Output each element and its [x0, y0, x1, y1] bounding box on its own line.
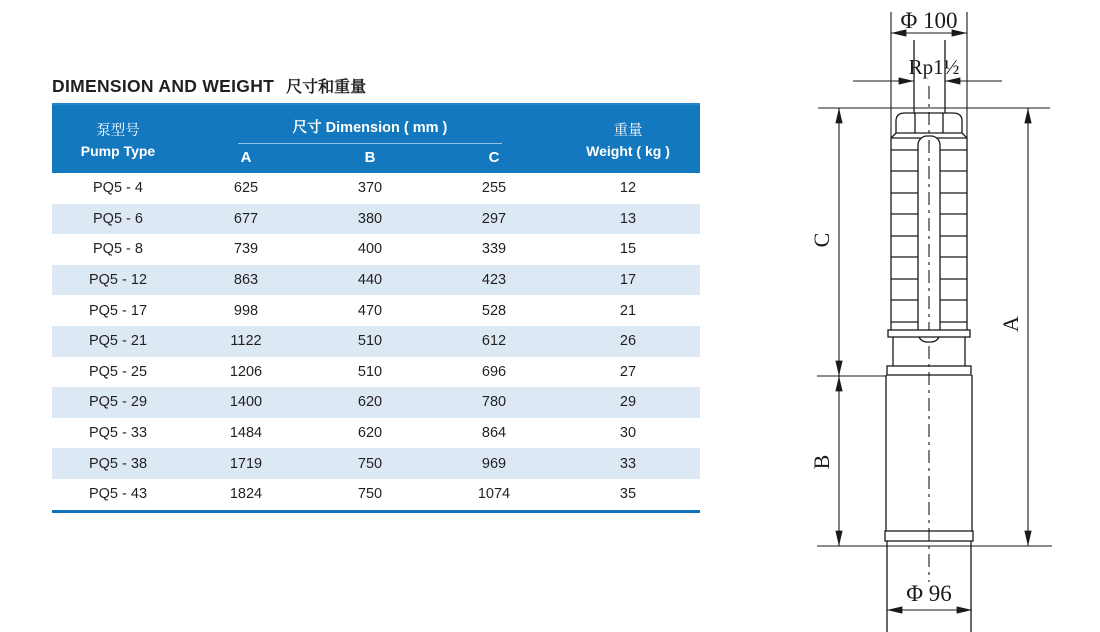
cell-b: 440: [357, 272, 383, 289]
title-zh: 尺寸和重量: [286, 79, 367, 96]
table-row: [52, 326, 700, 357]
cell-b: 470: [357, 302, 383, 319]
table-body: [52, 173, 700, 510]
coupling-collar: [888, 330, 970, 337]
col-a-label: A: [240, 149, 252, 166]
cell-pump-type: PQ5 - 43: [88, 486, 148, 503]
cell-weight: 17: [619, 272, 637, 289]
cell-a: 998: [233, 302, 259, 319]
cell-a: 1824: [229, 486, 263, 503]
cell-a: 1122: [230, 333, 262, 350]
cell-b: 510: [357, 333, 383, 350]
weight-en: Weight ( kg ): [586, 143, 670, 159]
table-row: [52, 234, 700, 265]
page-title: [52, 74, 366, 97]
cell-a: 1206: [229, 363, 263, 380]
cell-pump-type: PQ5 - 6: [93, 210, 143, 227]
pump-type-en: Pump Type: [80, 143, 156, 159]
cell-a: 1400: [229, 394, 263, 411]
cell-pump-type: PQ5 - 8: [93, 241, 143, 258]
label-phi96: Φ 96: [906, 581, 952, 606]
cell-c: 423: [481, 272, 507, 289]
label-thread: Rp1½: [908, 55, 960, 79]
cell-weight: 33: [619, 455, 637, 472]
header-dimension-group: [184, 105, 556, 173]
cell-a: 863: [233, 272, 259, 289]
cell-pump-type: PQ5 - 12: [88, 272, 148, 289]
cell-pump-type: PQ5 - 29: [88, 394, 148, 411]
label-dim-a: A: [998, 316, 1023, 332]
col-b-label: B: [364, 149, 376, 166]
cell-weight: 27: [619, 363, 637, 380]
abc-columns: [184, 149, 556, 166]
cell-b: 620: [357, 425, 383, 442]
table-row: [52, 387, 700, 418]
cell-weight: 15: [619, 241, 637, 258]
cell-c: 780: [481, 394, 507, 411]
cell-b: 400: [357, 241, 383, 258]
dimension-label: 尺寸 Dimension ( mm ): [238, 116, 502, 144]
cell-c: 528: [481, 302, 507, 319]
table-row: [52, 204, 700, 235]
cell-a: 1719: [229, 455, 263, 472]
cell-weight: 12: [619, 180, 637, 197]
cell-c: 297: [481, 210, 507, 227]
cell-weight: 35: [619, 486, 637, 503]
cell-b: 510: [357, 363, 383, 380]
cell-b: 750: [357, 486, 383, 503]
table-row: [52, 265, 700, 296]
table-row: [52, 479, 700, 510]
pump-type-zh: 泵型号: [96, 123, 140, 139]
label-phi100: Φ 100: [900, 8, 958, 33]
cell-weight: 26: [619, 333, 637, 350]
cell-pump-type: PQ5 - 25: [88, 363, 148, 380]
table-header: [52, 103, 700, 173]
label-dim-c: C: [809, 232, 834, 248]
cell-pump-type: PQ5 - 21: [88, 333, 148, 350]
dimension-weight-table: [52, 103, 700, 513]
table-row: [52, 295, 700, 326]
title-en: DIMENSION AND WEIGHT: [52, 76, 275, 96]
cell-c: 339: [481, 241, 507, 258]
cell-b: 370: [357, 180, 383, 197]
cell-weight: 13: [619, 210, 637, 227]
col-c-label: C: [488, 149, 500, 166]
cell-b: 380: [357, 210, 383, 227]
cell-c: 864: [481, 425, 507, 442]
cell-c: 1074: [477, 486, 511, 503]
cell-pump-type: PQ5 - 17: [88, 302, 148, 319]
cell-weight: 21: [619, 302, 637, 319]
cell-a: 677: [233, 210, 259, 227]
cell-b: 750: [357, 455, 383, 472]
cell-a: 739: [233, 241, 259, 258]
cell-pump-type: PQ5 - 33: [88, 425, 148, 442]
cell-c: 969: [481, 455, 507, 472]
cell-pump-type: PQ5 - 38: [88, 455, 148, 472]
table-row: [52, 448, 700, 479]
table-row: [52, 357, 700, 388]
cell-weight: 30: [619, 425, 637, 442]
cell-a: 625: [233, 180, 259, 197]
table-bottom-rule: [52, 510, 700, 513]
cell-pump-type: PQ5 - 4: [93, 180, 143, 197]
pump-outline-drawing: [710, 0, 1100, 632]
label-dim-b: B: [809, 454, 834, 470]
cell-c: 612: [481, 333, 507, 350]
cell-a: 1484: [229, 425, 263, 442]
cell-c: 696: [481, 363, 507, 380]
header-pump-type: [52, 105, 184, 173]
cell-weight: 29: [619, 394, 637, 411]
cell-c: 255: [481, 180, 507, 197]
table-row: [52, 173, 700, 204]
cell-b: 620: [357, 394, 383, 411]
weight-zh: 重量: [613, 123, 643, 139]
header-weight: [556, 105, 700, 173]
table-row: [52, 418, 700, 449]
